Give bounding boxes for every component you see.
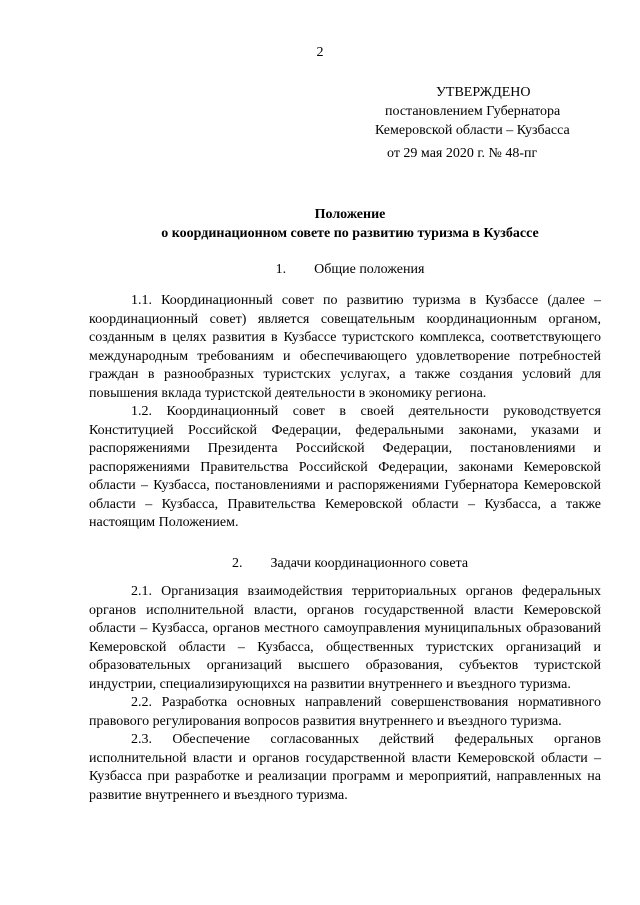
approval-resolution: постановлением Губернатора — [385, 104, 561, 119]
paragraph-2-1: 2.1. Организация взаимодействия территориальных органов федеральных органов исполнительной власти, органов государственной власти Кемеровской области – Кузбасса, органов местного самоуправления муниципальных образований Кемеровской области – Кузбасса, общественных туристских организаций и образовательных организаций высшего образования, субъектов туристской индустрии, специализирующихся на развитии внутреннего и въездного туризма. — [89, 584, 601, 692]
approval-region: Кемеровской области – Кузбасса — [375, 123, 570, 138]
section-body-tasks — [89, 583, 601, 805]
section-heading-tasks: 2. Задачи координационного совета — [231, 556, 469, 571]
document-title: Положение — [314, 207, 386, 222]
section-body-general — [89, 292, 601, 533]
page-number: 2 — [316, 45, 324, 60]
paragraph-1-1: 1.1. Координационный совет по развитию туризма в Кузбассе (далее – координационный совет) является совещательным координационным органом, созданным в целях развития в Кузбассе туристского комплекса, соответствующего международным требованиям и обеспечивающего удовлетворение потребностей граждан в разнообразных туристских услугах, а также создания условий для повышения вклада туристской деятельности в экономику региона. — [89, 293, 601, 401]
approval-date-number: от 29 мая 2020 г. № 48-пг — [387, 146, 538, 161]
approval-stamp — [360, 83, 620, 163]
document-subtitle: о координационном совете по развитию туризма в Кузбассе — [161, 226, 539, 241]
approval-heading: УТВЕРЖДЕНО — [436, 85, 531, 100]
document-title-block — [0, 205, 640, 243]
paragraph-1-2: 1.2. Координационный совет в своей деятельности руководствуется Конституцией Российской Федерации, федеральными законами, указами и распоряжениями Президента Российской Федерации, постановлениями и распоряжениями Правительства Российской Федерации, законами Кемеровской области – Кузбасса, постановлениями и распоряжениями Губернатора Кемеровской области – Кузбасса, Правительства Кемеровской области – Кузбасса, а также настоящим Положением. — [89, 404, 601, 530]
paragraph-2-2: 2.2. Разработка основных направлений совершенствования нормативного правового регулирования вопросов развития внутреннего и въездного туризма. — [89, 695, 601, 729]
paragraph-2-3: 2.3. Обеспечение согласованных действий федеральных органов исполнительной власти и органов государственной власти Кемеровской области – Кузбасса при разработке и реализации программ и мероприятий, направленных на развитие внутреннего и въездного туризма. — [89, 732, 601, 803]
section-heading-general: 1. Общие положения — [275, 262, 425, 277]
